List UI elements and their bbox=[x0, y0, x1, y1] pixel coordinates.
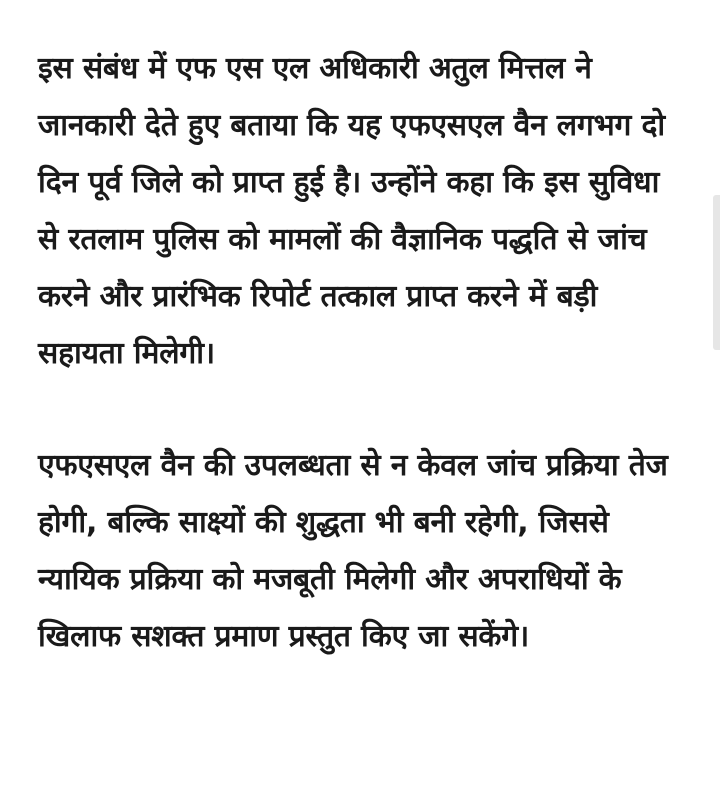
scrollbar-thumb[interactable] bbox=[713, 195, 720, 350]
paragraph-fsl-van-benefits: एफएसएल वैन की उपलब्धता से न केवल जांच प्रक्रिया तेज होगी, बल्कि साक्ष्यों की शुद्धता भी बनी रहेगी, जिससे न्यायिक प्रक्रिया को मजबूती मिलेगी और अपराधियों के खिलाफ सशक्त प्रमाण प्रस्तुत किए जा सकेंगे। bbox=[38, 448, 668, 654]
paragraph-fsl-officer-statement: इस संबंध में एफ एस एल अधिकारी अतुल मित्तल ने जानकारी देते हुए बताया कि यह एफएसएल वैन लगभग दो दिन पूर्व जिले को प्राप्त हुई है। उन्होंने कहा कि इस सुविधा से रतलाम पुलिस को मामलों की वैज्ञानिक पद्धति से जांच करने और प्रारंभिक रिपोर्ट तत्काल प्राप्त करने में बड़ी सहायता मिलेगी। bbox=[38, 51, 665, 371]
article-body bbox=[38, 40, 688, 665]
